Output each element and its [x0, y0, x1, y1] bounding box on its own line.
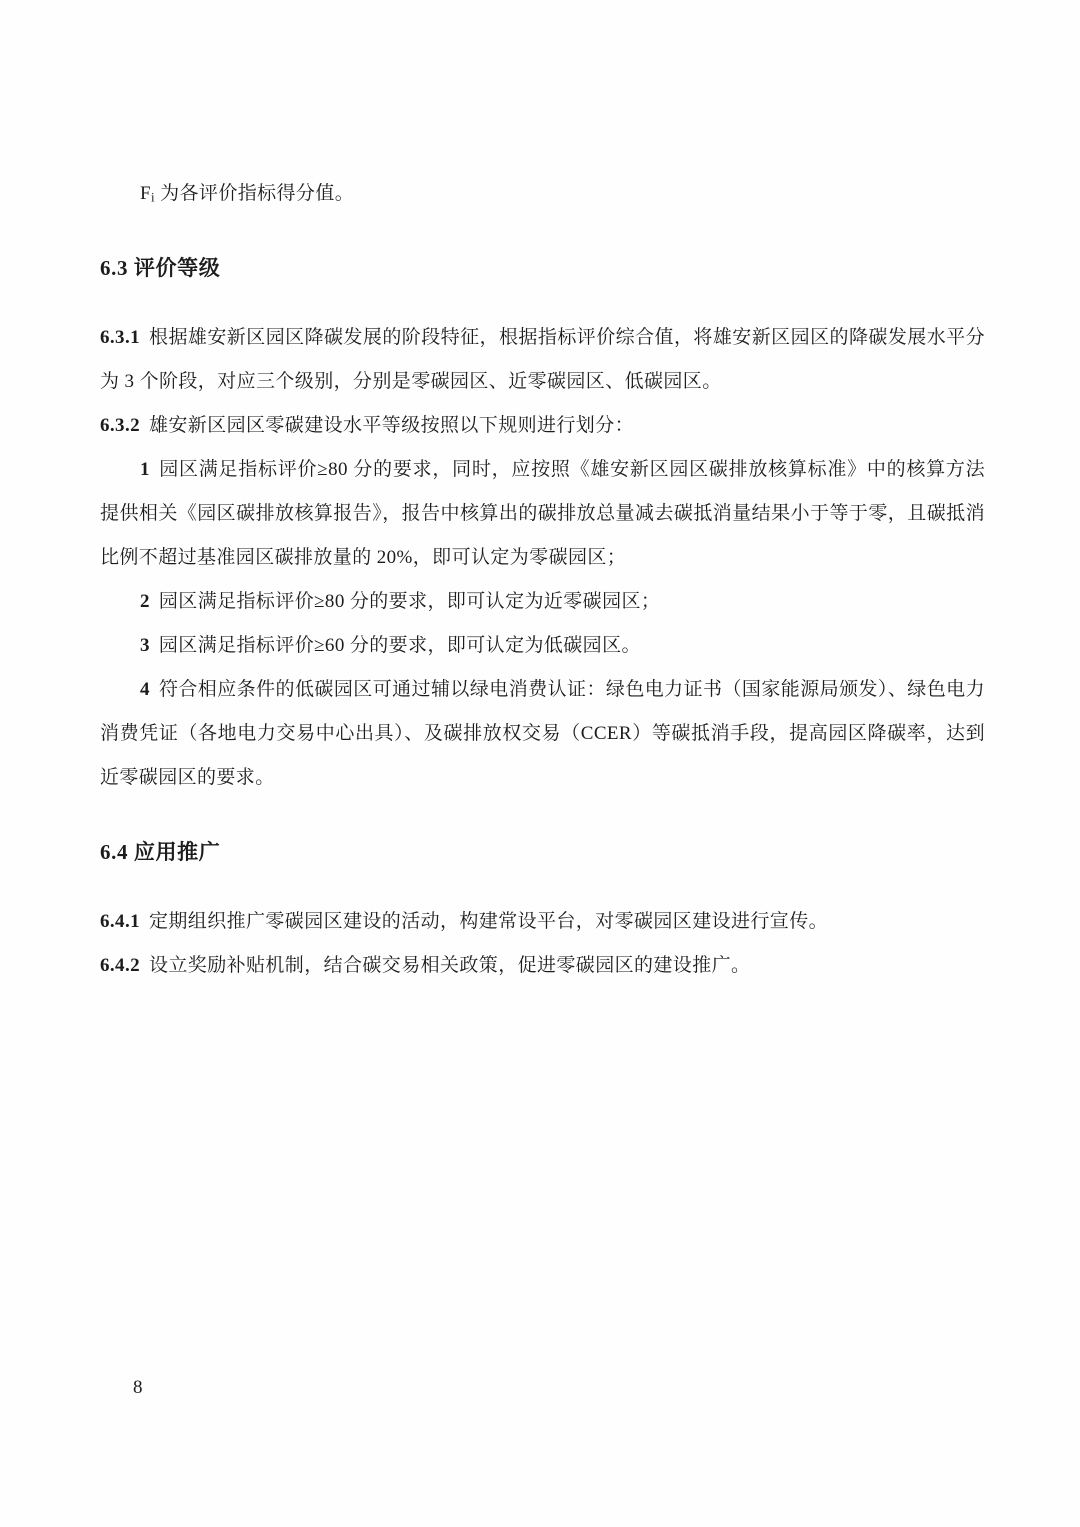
rule-item-1 — [100, 448, 985, 580]
clause-text: 定期组织推广零碳园区建设的活动，构建常设平台，对零碳园区建设进行宣传。 — [149, 911, 829, 932]
rule-text: 符合相应条件的低碳园区可通过辅以绿电消费认证：绿色电力证书（国家能源局颁发）、绿色电力消费凭证（各地电力交易中心出具）、及碳排放权交易（CCER）等碳抵消手段，提高园区降碳率，达到近零碳园区的要求。 — [100, 679, 985, 788]
clause-6-3-1 — [100, 316, 985, 404]
rule-item-4 — [100, 668, 985, 800]
page-number: 8 — [133, 1377, 143, 1398]
clause-6-3-2 — [100, 404, 985, 448]
clause-6-4-2 — [100, 944, 985, 988]
rule-number: 2 — [140, 591, 150, 612]
rule-number: 1 — [140, 459, 150, 480]
rule-item-3 — [100, 624, 985, 668]
clause-number: 6.4.2 — [100, 955, 140, 976]
formula-note — [100, 172, 985, 216]
document-content — [100, 172, 985, 988]
rule-number: 4 — [140, 679, 150, 700]
rule-item-2 — [100, 580, 985, 624]
clause-number: 6.3.2 — [100, 415, 140, 436]
section-heading-6-4: 6.4 应用推广 — [100, 840, 221, 864]
clause-number: 6.4.1 — [100, 911, 140, 932]
clause-text: 雄安新区园区零碳建设水平等级按照以下规则进行划分： — [149, 415, 635, 436]
clause-6-4-1 — [100, 900, 985, 944]
formula-symbol-base: F — [140, 183, 151, 204]
section-heading-6-3: 6.3 评价等级 — [100, 256, 221, 280]
clause-number: 6.3.1 — [100, 327, 140, 348]
clause-text: 根据雄安新区园区降碳发展的阶段特征，根据指标评价综合值，将雄安新区园区的降碳发展水平分为 3 个阶段，对应三个级别，分别是零碳园区、近零碳园区、低碳园区。 — [100, 327, 985, 392]
rule-number: 3 — [140, 635, 150, 656]
rule-text: 园区满足指标评价≥80 分的要求，即可认定为近零碳园区； — [158, 591, 661, 612]
formula-symbol-subscript: i — [150, 189, 155, 205]
formula-note-text: 为各评价指标得分值。 — [154, 183, 355, 204]
rule-text: 园区满足指标评价≥80 分的要求，同时，应按照《雄安新区园区碳排放核算标准》中的核算方法提供相关《园区碳排放核算报告》，报告中核算出的碳排放总量减去碳抵消量结果小于等于零，且碳抵消比例不超过基准园区碳排放量的 20%，即可认定为零碳园区； — [100, 459, 985, 568]
formula-symbol-fi — [140, 183, 155, 204]
clause-text: 设立奖励补贴机制，结合碳交易相关政策，促进零碳园区的建设推广。 — [149, 955, 751, 976]
rule-text: 园区满足指标评价≥60 分的要求，即可认定为低碳园区。 — [158, 635, 641, 656]
